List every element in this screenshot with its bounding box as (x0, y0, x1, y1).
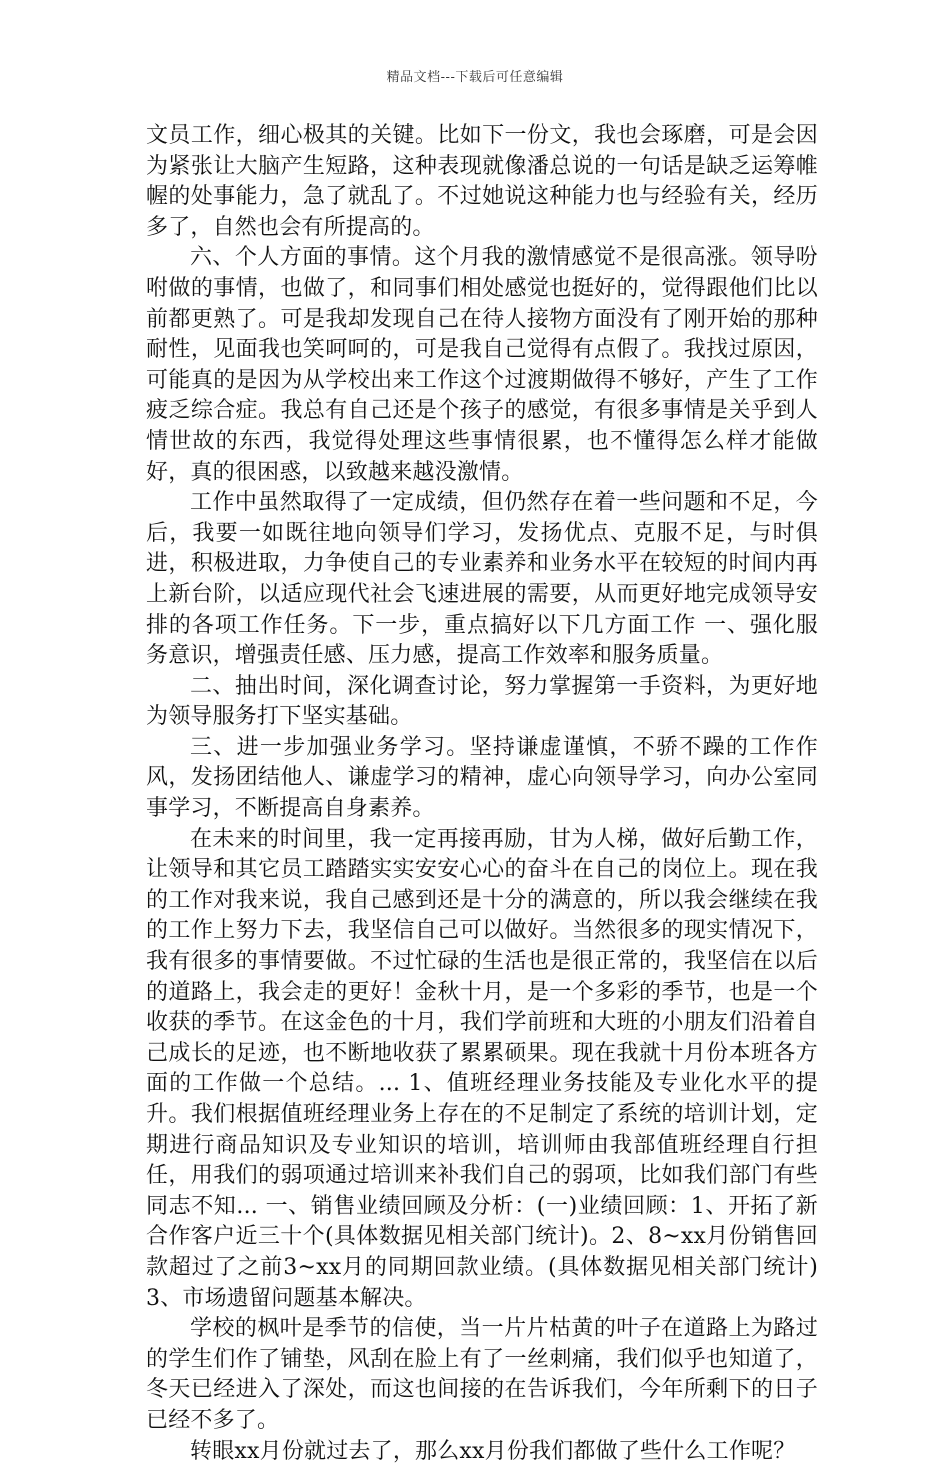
paragraph: 转眼xx月份就过去了，那么xx月份我们都做了些什么工作呢？ (190, 1438, 796, 1464)
paragraph: 学校的枫叶是季节的信使，当一片片枯黄的叶子在道路上为路过的学生们作了铺垫，风刮在脸上有了一丝刺痛，我们似乎也知道了，冬天已经进入了深处，而这也间接的在告诉我们，今年所剩下的日子已经不多了。 (146, 1316, 818, 1433)
paragraph: 文员工作，细心极其的关键。比如下一份文，我也会琢磨，可是会因为紧张让大脑产生短路，这种表现就像潘总说的一句话是缺乏运筹帷幄的处事能力，急了就乱了。不过她说这种能力也与经验有关，经历多了，自然也会有所提高的。 (146, 123, 818, 240)
page-header: 精品文档---下载后可任意编辑 (386, 70, 564, 85)
paragraph: 六、个人方面的事情。这个月我的激情感觉不是很高涨。领导吩咐做的事情，也做了，和同事们相处感觉也挺好的，觉得跟他们比以前都更熟了。可是我却发现自己在待人接物方面没有了刚开始的那种耐性，见面我也笑呵呵的，可是我自己觉得有点假了。我找过原因，可能真的是因为从学校出来工作这个过渡期做得不够好，产生了工作疲乏综合症。我总有自己还是个孩子的感觉，有很多事情是关乎到人情世故的东西，我觉得处理这些事情很累，也不懂得怎么样才能做好，真的很困惑，以致越来越没激情。 (146, 245, 818, 485)
paragraph: 在未来的时间里，我一定再接再励，甘为人梯，做好后勤工作，让领导和其它员工踏踏实实安安心心的奋斗在自己的岗位上。现在我的工作对我来说，我自己感到还是十分的满意的，所以我会继续在我的工作上努力下去，我坚信自己可以做好。当然很多的现实情况下，我有很多的事情要做。不过忙碌的生活也是很正常的，我坚信在以后的道路上，我会走的更好！金秋十月，是一个多彩的季节，也是一个收获的季节。在这金色的十月，我们学前班和大班的小朋友们沿着自己成长的足迹，也不断地收获了累累硕果。现在我就十月份本班各方面的工作做一个总结。... 1、值班经理业务技能及专业化水平的提升。我们根据值班经理业务上存在的不足制定了系统的培训计划，定期进行商品知识及专业知识的培训，培训师由我部值班经理自行担任，用我们的弱项通过培训来补我们自己的弱项，比如我们部门有些同志不知... 一、销售业绩回顾及分析：(一)业绩回顾：1、开拓了新合作客户近三十个(具体数据见相关部门统计)。2、8~xx月份销售回款超过了之前3~xx月的同期回款业绩。(具体数据见相关部门统计)3、市场遗留问题基本解决。 (146, 826, 818, 1311)
paragraph: 三、进一步加强业务学习。坚持谦虚谨慎，不骄不躁的工作作风，发扬团结他人、谦虚学习的精神，虚心向领导学习，向办公室同事学习，不断提高自身素养。 (146, 734, 818, 822)
paragraph: 二、抽出时间，深化调查讨论，努力掌握第一手资料，为更好地为领导服务打下坚实基础。 (146, 673, 818, 730)
document-body (146, 121, 818, 1467)
paragraph: 工作中虽然取得了一定成绩，但仍然存在着一些问题和不足，今后，我要一如既往地向领导们学习，发扬优点、克服不足，与时俱进，积极进取，力争使自己的专业素养和业务水平在较短的时间内再上新台阶，以适应现代社会飞速进展的需要，从而更好地完成领导安排的各项工作任务。下一步，重点搞好以下几方面工作 一、强化服务意识，增强责任感、压力感，提高工作效率和服务质量。 (146, 490, 818, 669)
